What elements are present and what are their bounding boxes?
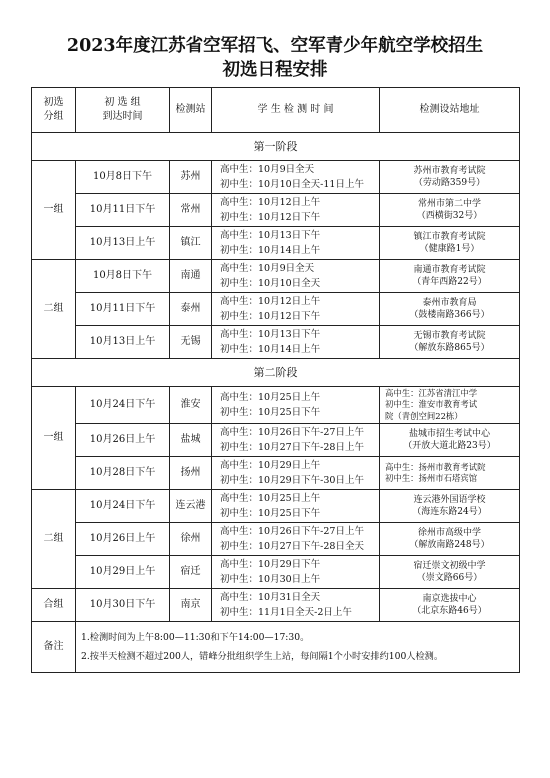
station-cell: 无锡 <box>170 326 212 359</box>
address-cell: 徐州市高级中学 （解放南路248号） <box>380 523 520 556</box>
address-cell: 盐城市招生考试中心 （开放大道北路23号） <box>380 424 520 457</box>
stage-1-label: 第一阶段 <box>32 133 520 161</box>
schedule-table <box>31 87 520 673</box>
address-cell: 宿迁崇文初级中学 （崇文路66号） <box>380 556 520 589</box>
arrival-cell: 10月24日下午 <box>76 490 170 523</box>
group-label: 二组 <box>32 490 76 589</box>
notes-row <box>32 622 520 673</box>
table-row <box>32 523 520 556</box>
times-cell: 高中生：10月29日上午 初中生：10月29日下午-30日上午 <box>212 457 380 490</box>
arrival-cell: 10月8日下午 <box>76 260 170 293</box>
address-cell: 苏州市教育考试院 （劳动路359号） <box>380 161 520 194</box>
notes-label: 备注 <box>32 622 76 673</box>
times-cell: 高中生：10月12日上午 初中生：10月12日下午 <box>212 293 380 326</box>
times-cell: 高中生：10月31日全天 初中生：11月1日全天-2日上午 <box>212 589 380 622</box>
station-cell: 盐城 <box>170 424 212 457</box>
arrival-cell: 10月26日上午 <box>76 523 170 556</box>
station-cell: 常州 <box>170 194 212 227</box>
group-label: 二组 <box>32 260 76 359</box>
times-cell: 高中生：10月25日上午 初中生：10月25日下午 <box>212 490 380 523</box>
table-row <box>32 556 520 589</box>
note-2: 2.按半天检测不超过200人，错峰分批组织学生上站，每间隔1个小时安排约100人检测。 <box>81 651 444 662</box>
arrival-cell: 10月13日上午 <box>76 326 170 359</box>
table-row <box>32 387 520 424</box>
times-cell: 高中生：10月12日上午 初中生：10月12日下午 <box>212 194 380 227</box>
stage-row <box>32 359 520 387</box>
station-cell: 扬州 <box>170 457 212 490</box>
station-cell: 淮安 <box>170 387 212 424</box>
station-cell: 泰州 <box>170 293 212 326</box>
table-row <box>32 161 520 194</box>
station-cell: 徐州 <box>170 523 212 556</box>
table-row <box>32 326 520 359</box>
table-row <box>32 490 520 523</box>
header-times: 学 生 检 测 时 间 <box>212 88 380 133</box>
notes-text <box>76 622 520 673</box>
station-cell: 南通 <box>170 260 212 293</box>
times-cell: 高中生：10月13日下午 初中生：10月14日上午 <box>212 326 380 359</box>
times-cell: 高中生：10月29日下午 初中生：10月30日上午 <box>212 556 380 589</box>
times-cell: 高中生：10月9日全天 初中生：10月10日全天 <box>212 260 380 293</box>
arrival-cell: 10月29日上午 <box>76 556 170 589</box>
times-cell: 高中生：10月25日上午 初中生：10月25日下午 <box>212 387 380 424</box>
address-cell: 泰州市教育局 （鼓楼南路366号） <box>380 293 520 326</box>
header-row <box>32 88 520 133</box>
station-cell: 苏州 <box>170 161 212 194</box>
stage-row <box>32 133 520 161</box>
arrival-cell: 10月24日下午 <box>76 387 170 424</box>
arrival-cell: 10月26日上午 <box>76 424 170 457</box>
table-row <box>32 457 520 490</box>
table-row <box>32 293 520 326</box>
document-title <box>0 34 550 82</box>
table-row <box>32 260 520 293</box>
arrival-cell: 10月28日下午 <box>76 457 170 490</box>
group-label: 合组 <box>32 589 76 622</box>
arrival-cell: 10月13日上午 <box>76 227 170 260</box>
arrival-cell: 10月11日下午 <box>76 293 170 326</box>
address-cell: 连云港外国语学校 （海连东路24号） <box>380 490 520 523</box>
arrival-cell: 10月8日下午 <box>76 161 170 194</box>
header-arrival: 初 选 组 到达时间 <box>76 88 170 133</box>
address-cell: 南通市教育考试院 （青年西路22号） <box>380 260 520 293</box>
table-row <box>32 424 520 457</box>
table-row <box>32 227 520 260</box>
group-label: 一组 <box>32 387 76 490</box>
stage-2-label: 第二阶段 <box>32 359 520 387</box>
arrival-cell: 10月11日下午 <box>76 194 170 227</box>
times-cell: 高中生：10月9日全天 初中生：10月10日全天-11日上午 <box>212 161 380 194</box>
address-cell: 南京选拔中心 （北京东路46号） <box>380 589 520 622</box>
title-line-2: 初选日程安排 <box>222 60 328 80</box>
header-group: 初选 分组 <box>32 88 76 133</box>
address-cell: 高中生：江苏省清江中学 初中生：淮安市教育考试 院（青创空间22栋） <box>380 387 520 424</box>
station-cell: 南京 <box>170 589 212 622</box>
times-cell: 高中生：10月26日下午-27日上午 初中生：10月27日下午-28日全天 <box>212 523 380 556</box>
group-label: 一组 <box>32 161 76 260</box>
address-cell: 无锡市教育考试院 （解放东路865号） <box>380 326 520 359</box>
address-cell: 高中生：扬州市教育考试院 初中生：扬州市石塔宾馆 <box>380 457 520 490</box>
header-station: 检测站 <box>170 88 212 133</box>
station-cell: 连云港 <box>170 490 212 523</box>
header-address: 检测设站地址 <box>380 88 520 133</box>
note-1: 1.检测时间为上午8:00—11:30和下午14:00—17:30。 <box>81 632 310 643</box>
table-row <box>32 589 520 622</box>
station-cell: 宿迁 <box>170 556 212 589</box>
title-line-1: 2023年度江苏省空军招飞、空军青少年航空学校招生 <box>66 36 484 56</box>
station-cell: 镇江 <box>170 227 212 260</box>
table-row <box>32 194 520 227</box>
arrival-cell: 10月30日下午 <box>76 589 170 622</box>
times-cell: 高中生：10月26日下午-27日上午 初中生：10月27日下午-28日上午 <box>212 424 380 457</box>
address-cell: 常州市第二中学 （西横街32号） <box>380 194 520 227</box>
times-cell: 高中生：10月13日下午 初中生：10月14日上午 <box>212 227 380 260</box>
address-cell: 镇江市教育考试院 （健康路1号） <box>380 227 520 260</box>
